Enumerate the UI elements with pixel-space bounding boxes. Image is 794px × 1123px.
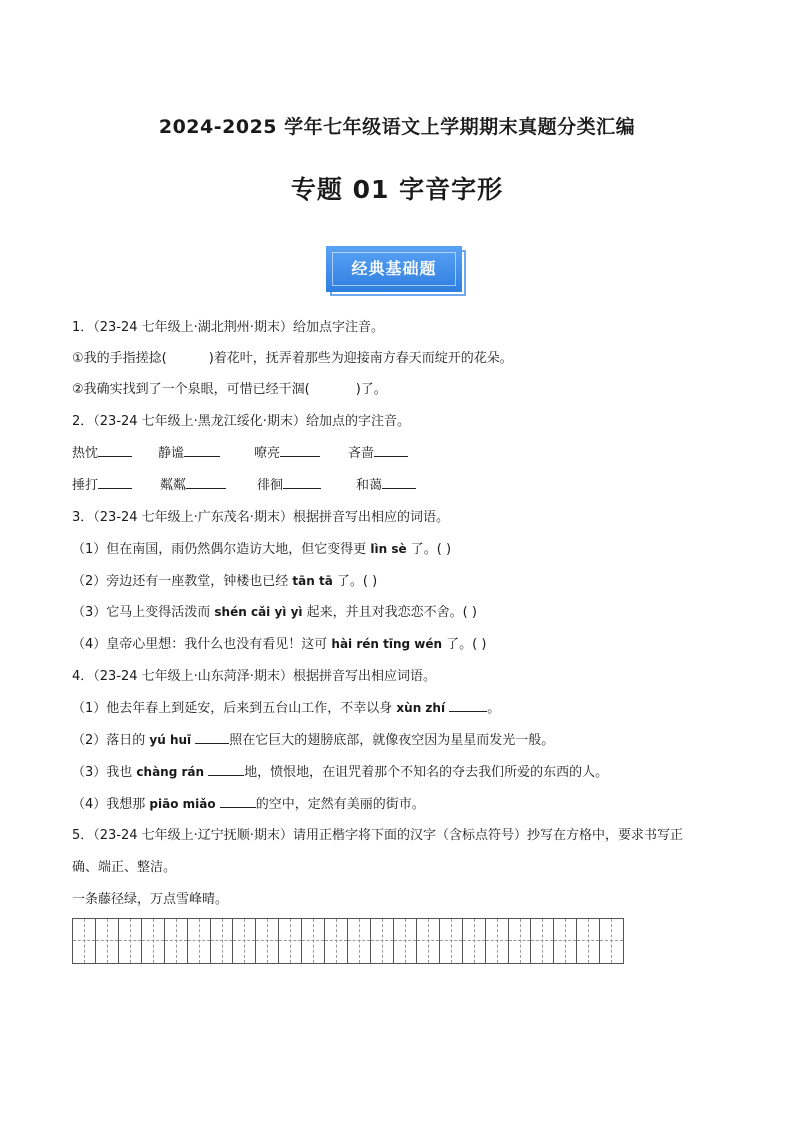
grid-cell[interactable] <box>509 919 532 963</box>
grid-guide-vertical <box>153 919 154 963</box>
grid-cell[interactable] <box>302 919 325 963</box>
grid-cell[interactable] <box>531 919 554 963</box>
grid-guide-vertical <box>176 919 177 963</box>
grid-guide-vertical <box>313 919 314 963</box>
q4-item-2 <box>72 729 554 748</box>
pinyin: chàng rán <box>136 765 205 779</box>
grid-cell[interactable] <box>554 919 577 963</box>
q1-item1 <box>72 347 513 366</box>
grid-cell[interactable] <box>577 919 600 963</box>
section-badge <box>326 246 468 298</box>
grid-cell[interactable] <box>96 919 119 963</box>
q4-item-1 <box>72 697 500 716</box>
q2-word-text: 粼粼 <box>160 478 187 493</box>
grid-guide-vertical <box>382 919 383 963</box>
pinyin: lìn sè <box>370 542 407 556</box>
q2-word-text: 静谧 <box>158 446 185 461</box>
grid-cell[interactable] <box>486 919 509 963</box>
q2-word-6 <box>160 474 226 493</box>
q3-item-text: （1）但在南国，雨仍然偶尔造访大地，但它变得更 <box>72 542 371 557</box>
grid-guide-vertical <box>588 919 589 963</box>
q2-word-7 <box>257 474 321 493</box>
grid-guide-vertical <box>428 919 429 963</box>
answer-blank[interactable] <box>449 699 487 712</box>
badge-inner-frame <box>332 252 456 286</box>
q2-word-4 <box>348 442 408 461</box>
grid-guide-vertical <box>130 919 131 963</box>
grid-cell[interactable] <box>417 919 440 963</box>
q5-stem-line2: 确、端正、整洁。 <box>72 860 177 875</box>
badge-label <box>326 246 462 292</box>
grid-cell[interactable] <box>73 919 96 963</box>
grid-guide-vertical <box>336 919 337 963</box>
grid-cell[interactable] <box>233 919 256 963</box>
grid-cell[interactable] <box>211 919 234 963</box>
q4-item-4 <box>72 793 425 812</box>
q1-stem: 1．（23-24 七年级上·湖北荆州·期末）给加点字注音。 <box>72 320 384 335</box>
answer-blank[interactable] <box>98 444 132 457</box>
q3-item-4 <box>72 633 486 652</box>
q4-item-text: （4）我想那 <box>72 797 150 812</box>
q2-word-text: 热忱 <box>72 446 99 461</box>
grid-cell[interactable] <box>279 919 302 963</box>
main-title: 2024-2025 学年七年级语文上学期期末真题分类汇编 <box>158 116 636 138</box>
grid-cell[interactable] <box>348 919 371 963</box>
q5-copy-text: 一条藤径绿，万点雪峰晴。 <box>72 892 229 907</box>
q2-word-5 <box>72 474 132 493</box>
q4-item-text-end: 照在它巨大的翅膀底部，就像夜空因为星星而发光一般。 <box>229 733 555 748</box>
q2-word-text: 徘徊 <box>257 478 284 493</box>
q1-item2-text-a: ②我确实找到了一个泉眼，可惜已经干涸( <box>72 382 310 397</box>
grid-cell[interactable] <box>600 919 623 963</box>
q4-item-3 <box>72 761 608 780</box>
q3-item-answer[interactable]: 了。( ) <box>332 574 378 589</box>
grid-guide-vertical <box>267 919 268 963</box>
grid-cell[interactable] <box>256 919 279 963</box>
q3-item-text: （3）它马上变得活泼而 <box>72 605 215 620</box>
answer-blank[interactable] <box>186 476 226 489</box>
answer-blank[interactable] <box>382 476 416 489</box>
grid-guide-vertical <box>290 919 291 963</box>
pinyin: xùn zhí <box>396 701 446 715</box>
q2-word-text: 吝啬 <box>348 446 375 461</box>
grid-guide-vertical <box>451 919 452 963</box>
q4-item-text-end: 地，愤恨地，在诅咒着那个不知名的夺去我们所爱的东西的人。 <box>244 765 609 780</box>
q2-stem: 2．（23-24 七年级上·黑龙江绥化·期末）给加点的字注音。 <box>72 414 410 429</box>
answer-blank[interactable] <box>220 795 256 808</box>
q1-item1-text-a: ①我的手指搓捻( <box>72 351 167 366</box>
q1-item1-text-b: )着花叶，抚弄着那些为迎接南方春天而绽开的花朵。 <box>208 351 513 366</box>
q3-item-2 <box>72 570 377 589</box>
grid-cell[interactable] <box>119 919 142 963</box>
answer-blank[interactable] <box>184 444 220 457</box>
pinyin: hài rén tīng wén <box>331 637 443 651</box>
grid-cell[interactable] <box>463 919 486 963</box>
answer-blank[interactable] <box>280 444 320 457</box>
grid-guide-vertical <box>474 919 475 963</box>
q3-item-answer[interactable]: 了。( ) <box>406 542 452 557</box>
grid-guide-vertical <box>199 919 200 963</box>
grid-cell[interactable] <box>188 919 211 963</box>
q3-item-3 <box>72 601 477 620</box>
grid-guide-vertical <box>565 919 566 963</box>
grid-cell[interactable] <box>371 919 394 963</box>
pinyin: piāo miǎo <box>149 797 216 811</box>
q3-item-answer[interactable]: 起来，并且对我恋恋不舍。( ) <box>302 605 477 620</box>
q5-stem-line1: 5．（23-24 七年级上·辽宁抚顺·期末）请用正楷字将下面的汉字（含标点符号）抄写在方格中，要求书写正 <box>72 828 683 843</box>
grid-cell[interactable] <box>165 919 188 963</box>
q3-item-answer[interactable]: 了。( ) <box>442 637 487 652</box>
grid-guide-vertical <box>222 919 223 963</box>
answer-blank[interactable] <box>283 476 321 489</box>
grid-guide-vertical <box>542 919 543 963</box>
sub-title: 专题 01 字音字形 <box>290 175 504 204</box>
q4-item-text-end: 的空中，定然有美丽的街市。 <box>255 797 425 812</box>
q1-item2 <box>72 378 387 397</box>
q4-item-text: （2）落日的 <box>72 733 150 748</box>
q2-word-2 <box>158 442 220 461</box>
q2-word-text: 和蔼 <box>356 478 383 493</box>
grid-guide-vertical <box>359 919 360 963</box>
writing-grid[interactable] <box>72 918 624 964</box>
q2-word-1 <box>72 442 132 461</box>
pinyin: yú huī <box>149 733 192 747</box>
answer-blank[interactable] <box>374 444 408 457</box>
q2-word-text: 嘹亮 <box>254 446 281 461</box>
q2-word-3 <box>254 442 320 461</box>
q1-item2-text-b: )了。 <box>355 382 387 397</box>
q3-item-text: （4）皇帝心里想：我什么也没有看见！这可 <box>72 637 332 652</box>
grid-guide-vertical <box>244 919 245 963</box>
grid-guide-vertical <box>405 919 406 963</box>
q3-item-1 <box>72 538 451 557</box>
grid-guide-vertical <box>497 919 498 963</box>
answer-blank[interactable] <box>98 476 132 489</box>
q2-word-text: 捶打 <box>72 478 99 493</box>
grid-cell[interactable] <box>394 919 417 963</box>
q4-item-text-end: 。 <box>487 701 501 716</box>
pinyin: tān tā <box>292 574 333 588</box>
q4-item-text: （1）他去年春上到延安，后来到五台山工作，不幸以身 <box>72 701 397 716</box>
q2-word-8 <box>356 474 416 493</box>
q3-item-text: （2）旁边还有一座教堂，钟楼也已经 <box>72 574 293 589</box>
grid-guide-vertical <box>107 919 108 963</box>
answer-blank[interactable] <box>195 731 229 744</box>
grid-guide-vertical <box>611 919 612 963</box>
grid-cell[interactable] <box>325 919 348 963</box>
grid-guide-vertical <box>520 919 521 963</box>
grid-guide-vertical <box>84 919 85 963</box>
q4-item-text: （3）我也 <box>72 765 137 780</box>
pinyin: shén cǎi yì yì <box>214 605 303 619</box>
grid-cell[interactable] <box>440 919 463 963</box>
badge-text: 经典基础题 <box>351 259 437 278</box>
q3-stem: 3．（23-24 七年级上·广东茂名·期末）根据拼音写出相应的词语。 <box>72 510 449 525</box>
answer-blank[interactable] <box>208 763 244 776</box>
q4-stem: 4．（23-24 七年级上·山东菏泽·期末）根据拼音写出相应词语。 <box>72 669 436 684</box>
grid-cell[interactable] <box>142 919 165 963</box>
